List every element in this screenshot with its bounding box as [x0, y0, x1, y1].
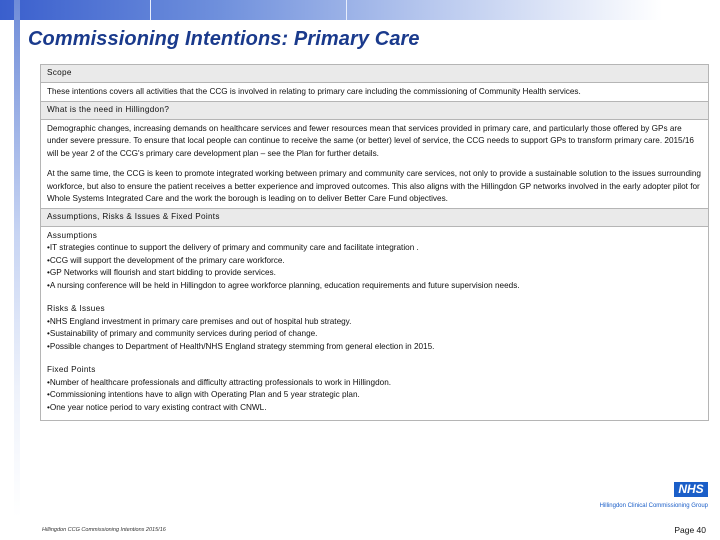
page-number: Page 40 — [674, 525, 706, 535]
ccg-name: Hillingdon Clinical Commissioning Group — [599, 503, 708, 509]
left-frame-bar — [14, 0, 20, 518]
list-item: •NHS England investment in primary care premises and out of hospital hub strategy. — [47, 316, 352, 326]
content-table — [40, 64, 709, 421]
risks-issues-block — [47, 303, 702, 353]
list-item: •GP Networks will flourish and start bidding to provide services. — [47, 268, 276, 277]
fixed-points-block — [47, 364, 702, 414]
risks-section — [41, 227, 708, 421]
list-item: •Number of healthcare professionals and difficulty attracting professionals to work in Hillingdon. — [47, 377, 392, 387]
list-item: •Commissioning intentions have to align with Operating Plan and 5 year strategic plan. — [47, 390, 360, 399]
scope-header: Scope — [41, 65, 708, 83]
need-header: What is the need in Hillingdon? — [41, 102, 708, 120]
list-item: •A nursing conference will be held in Hillingdon to agree workforce planning, education requirements and future supervision needs. — [47, 280, 520, 290]
list-item: •Sustainability of primary and community services during period of change. — [47, 329, 318, 338]
need-section — [41, 120, 708, 209]
header-band — [0, 0, 720, 20]
list-item: •CCG will support the development of the primary care workforce. — [47, 255, 285, 265]
list-item: •One year notice period to vary existing contract with CNWL. — [47, 402, 267, 412]
page-title: Commissioning Intentions: Primary Care — [28, 28, 420, 50]
nhs-logo: NHS — [674, 482, 708, 497]
risks-header: Assumptions, Risks & Issues & Fixed Points — [41, 209, 708, 227]
risks-issues-title: Risks & Issues — [47, 304, 105, 313]
list-item: •Possible changes to Department of Health/NHS England strategy stemming from general election in 2015. — [47, 341, 435, 351]
header-band-divider — [346, 0, 347, 20]
assumptions-title: Assumptions — [47, 230, 98, 240]
assumptions-block — [47, 230, 702, 293]
scope-text: These intentions covers all activities that the CCG is involved in relating to primary care including the commissioning of Community Health services. — [47, 87, 581, 96]
scope-section — [41, 83, 708, 102]
need-paragraph-2: At the same time, the CCG is keen to promote integrated working between primary and community care services, not only to provide a sustainable solution to the issues surrounding workforce, but also to ensure the patient receives a better experience and improved outcomes. This also aligns with the Hillingdon GP networks involved in the early adopter pilot for Whole Systems Integrated Care and the work the borough is leading on to deliver Better Care Fund objectives. — [47, 169, 701, 203]
footer-document-name: Hillingdon CCG Commissioning Intentions 2015/16 — [42, 527, 166, 533]
need-paragraph-1: Demographic changes, increasing demands on healthcare services and fewer resources mean that services provided in primary care, and particularly those offered by GPs are under severe pressure. To ensure that local people can continue to receive the same (or better) level of service, the CCG needs to support GPs to transform primary care. 2015/16 will be year 2 of the CCG's primary care development plan – see the Plan for further details. — [47, 123, 694, 158]
header-band-divider — [150, 0, 151, 20]
fixed-points-title: Fixed Points — [47, 365, 96, 374]
list-item: •IT strategies continue to support the delivery of primary and community care and facilitate integration . — [47, 243, 419, 252]
